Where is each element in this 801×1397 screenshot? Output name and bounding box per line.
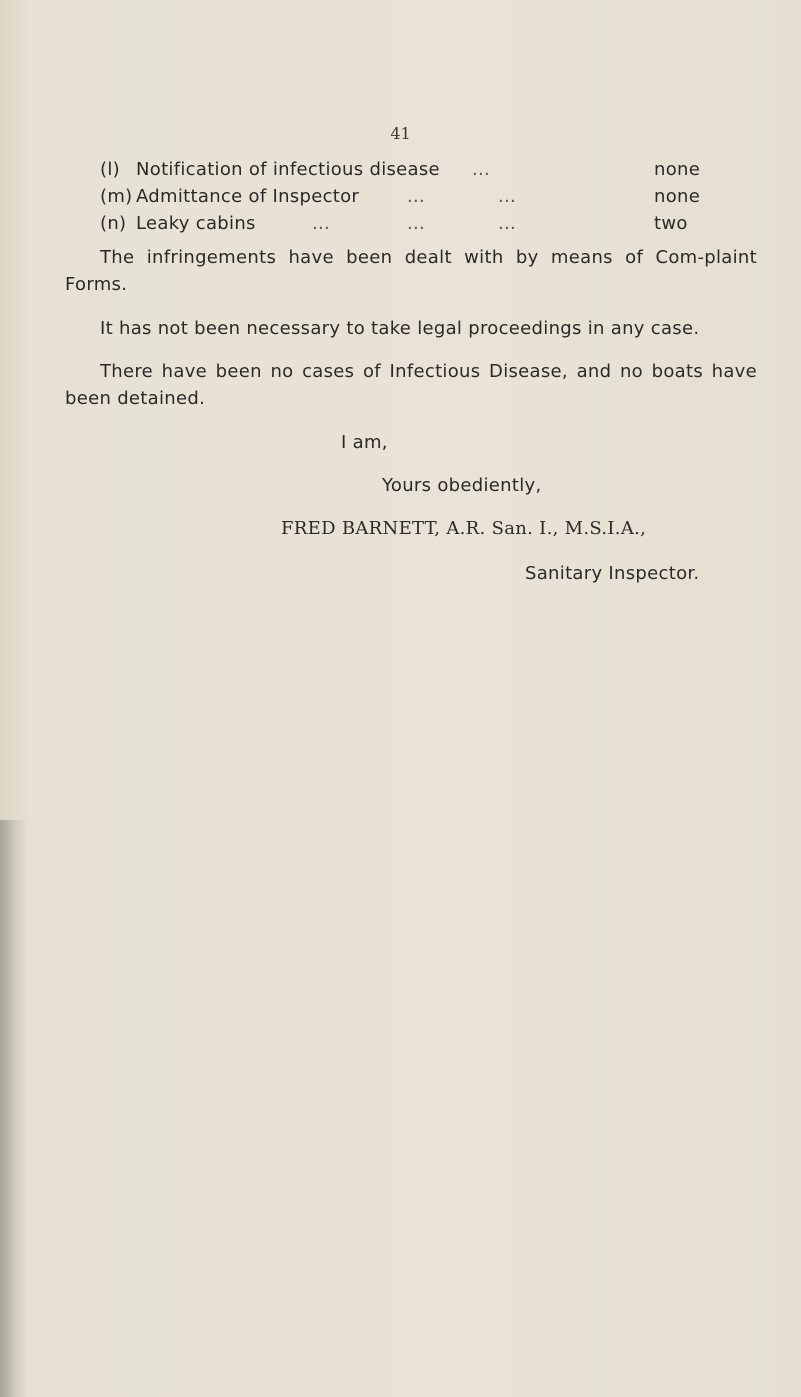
list-item-label: Notification of infectious disease xyxy=(136,159,440,180)
list-item-value: two xyxy=(654,213,688,234)
page-number: 41 xyxy=(390,124,411,143)
list-item-marker: (m) xyxy=(100,186,133,207)
list-item-value: none xyxy=(654,159,701,180)
list-item-label: Leaky cabins xyxy=(136,213,256,234)
signatory-title: Sanitary Inspector. xyxy=(525,563,700,584)
paragraph-infringements: The infringements have been dealt with by means of Com-plaint Forms. xyxy=(65,247,757,295)
salutation: I am, xyxy=(341,432,388,453)
list-item-marker: (l) xyxy=(100,159,120,180)
list-item-leader: ... xyxy=(498,213,517,234)
list-item xyxy=(100,183,720,210)
list-item xyxy=(100,210,720,237)
list-item-leader: ... xyxy=(407,186,426,207)
list-item-value: none xyxy=(654,186,701,207)
signatory-name: FRED BARNETT, A.R. San. I., M.S.I.A., xyxy=(281,518,647,539)
page-edge-shadow xyxy=(0,820,28,1397)
list-item-leader: ... xyxy=(407,213,426,234)
inspection-list xyxy=(100,156,720,237)
paragraph-legal-proceedings: It has not been necessary to take legal proceedings in any case. xyxy=(100,318,700,339)
list-item-leader: ... xyxy=(498,186,517,207)
list-item-label: Admittance of Inspector xyxy=(136,186,360,207)
list-item-marker: (n) xyxy=(100,213,127,234)
paragraph-infectious-disease: There have been no cases of Infectious Disease, and no boats have been detained. xyxy=(65,361,757,409)
complimentary-close: Yours obediently, xyxy=(382,475,542,496)
list-item-leader: ... xyxy=(472,159,491,180)
list-item-leader: ... xyxy=(312,213,331,234)
list-item xyxy=(100,156,720,183)
